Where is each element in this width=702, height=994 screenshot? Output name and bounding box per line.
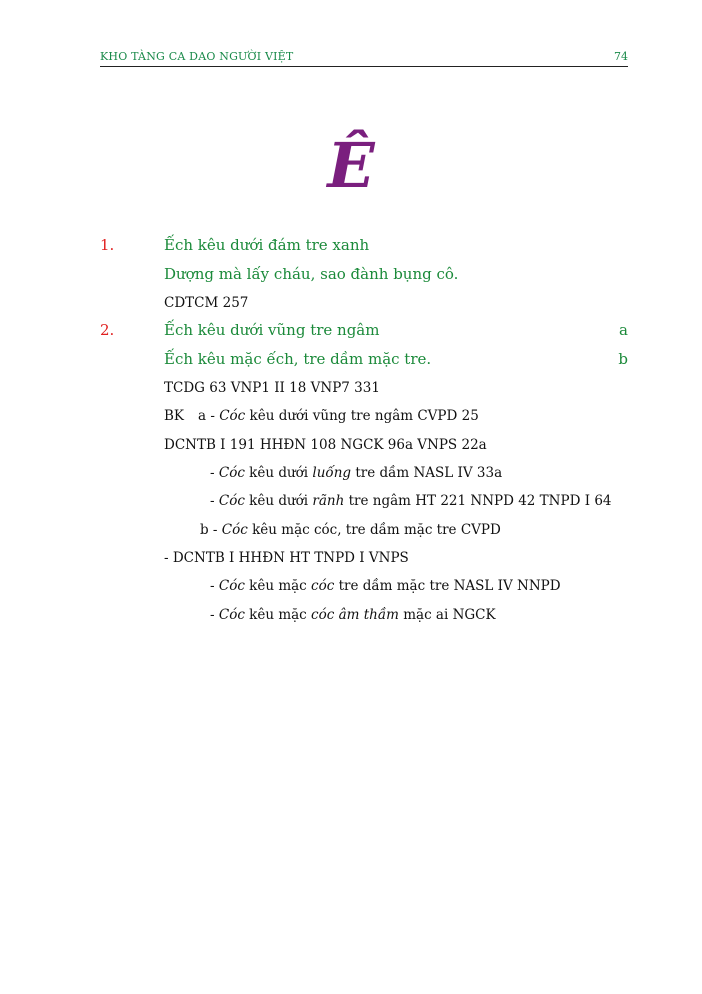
- variant-text: kêu mặc cóc, tre dầm mặc tre CVPD: [247, 522, 501, 538]
- variant-line: [210, 607, 496, 623]
- section-letter: Ê: [327, 129, 375, 202]
- variant-text: tre dầm NASL IV 33a: [351, 465, 503, 481]
- line-mark: a: [619, 321, 628, 339]
- variant-word: Cóc: [218, 493, 245, 509]
- variant-word: Cóc: [218, 465, 245, 481]
- variant-text: kêu dưới: [244, 465, 313, 481]
- variant-sources: DCNTB I 191 HHĐN 108 NGCK 96a VNPS 22a: [164, 437, 487, 453]
- variant-text: tre dầm mặc tre NASL IV NNPD: [334, 578, 561, 594]
- variant-text: tre ngâm HT 221 NNPD 42 TNPD I 64: [344, 493, 612, 509]
- entry-number: 1.: [100, 236, 115, 254]
- line-mark: b: [618, 350, 628, 368]
- variant-word: cóc âm thầm: [311, 607, 399, 623]
- book-title: KHO TÀNG CA DAO NGƯỜI VIỆT: [100, 50, 294, 63]
- variant-text: kêu mặc: [244, 578, 312, 594]
- variant-prefix: -: [210, 607, 219, 623]
- variant-sources: - DCNTB I HHĐN HT TNPD I VNPS: [164, 550, 409, 566]
- page-header: [100, 50, 628, 67]
- variant-word: Cóc: [218, 578, 245, 594]
- variant-line: [210, 493, 612, 509]
- variant-text: kêu mặc: [244, 607, 312, 623]
- variant-word: Cóc: [221, 522, 248, 538]
- page-number: 74: [614, 50, 628, 63]
- variant-text: kêu dưới: [244, 493, 313, 509]
- variant-word: luống: [312, 465, 352, 481]
- source-list: TCDG 63 VNP1 II 18 VNP7 331: [164, 380, 380, 396]
- variant-text: mặc ai NGCK: [398, 607, 496, 623]
- variant-word: Cóc: [219, 408, 246, 424]
- variant-prefix: a -: [198, 408, 220, 424]
- source-list: CDTCM 257: [164, 295, 249, 311]
- variant-line: [210, 578, 561, 594]
- variant-line: [200, 522, 501, 538]
- variant-text: kêu dưới vũng tre ngâm CVPD 25: [245, 408, 479, 424]
- verse-line: Ếch kêu dưới vũng tre ngâm: [164, 321, 380, 339]
- entry-number: 2.: [100, 321, 115, 339]
- variant-label: BK: [164, 408, 185, 424]
- verse-line: Ếch kêu mặc ếch, tre dầm mặc tre.: [164, 350, 432, 368]
- verse-line: Ếch kêu dưới đám tre xanh: [164, 236, 370, 254]
- variant-prefix: -: [210, 578, 219, 594]
- verse-line: Dượng mà lấy cháu, sao đành bụng cô.: [164, 265, 459, 283]
- variant-prefix: -: [210, 465, 219, 481]
- variant-word: Cóc: [218, 607, 245, 623]
- variant-line: [210, 465, 502, 481]
- variant-prefix: b -: [200, 522, 222, 538]
- variant-line: [164, 408, 479, 424]
- variant-word: cóc: [311, 578, 335, 594]
- variant-word: rãnh: [312, 493, 345, 509]
- variant-prefix: -: [210, 493, 219, 509]
